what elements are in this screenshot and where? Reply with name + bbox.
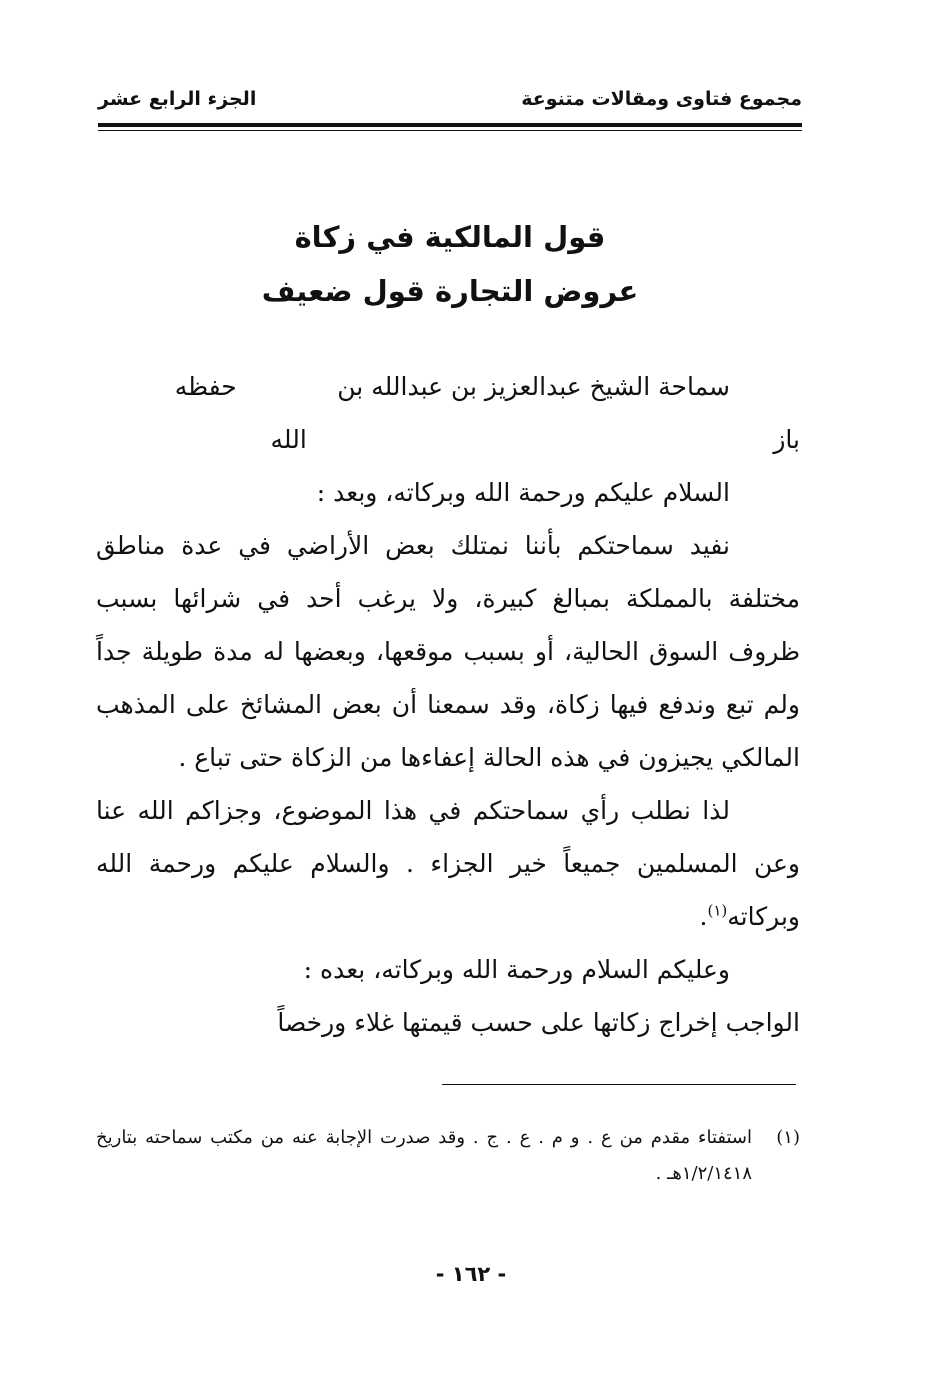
- request-text: لذا نطلب رأي سماحتكم في هذا الموضوع، وجزاكم الله عنا وعن المسلمين جميعاً خير الجزاء . والسلام عليكم ورحمة الله وبركاته: [96, 796, 800, 931]
- request-period: .: [699, 902, 708, 931]
- footnote-separator: [442, 1084, 796, 1085]
- answer-opening: وعليكم السلام ورحمة الله وبركاته، بعده :: [303, 955, 730, 984]
- letter-addressee: سماحة الشيخ عبدالعزيز بن عبدالله بن باز: [337, 372, 800, 454]
- header-rule: [98, 123, 802, 127]
- letter-greeting: السلام عليكم ورحمة الله وبركاته، وبعد :: [316, 478, 730, 507]
- page-number: - ١٦٢ -: [435, 1262, 507, 1286]
- body-text: [96, 360, 800, 1049]
- footnote: [96, 1120, 800, 1192]
- letter-addressee-line: [96, 360, 800, 466]
- book-title: مجموع فتاوى ومقالات متنوعة: [521, 88, 802, 110]
- article-title: [98, 210, 802, 318]
- letter-honorific: حفظه الله: [174, 372, 307, 454]
- running-header: [98, 88, 802, 122]
- header-rule-thin: [98, 130, 802, 131]
- footnote-marker: (١): [776, 1127, 800, 1148]
- question-paragraph: نفيد سماحتكم بأننا نمتلك بعض الأراضي في عدة مناطق مختلفة بالمملكة بمبالغ كبيرة، ولا يرغب أحد في شرائها بسبب ظروف السوق الحالية، أو بسبب موقعها، وبعضها له مدة طويلة جداً ولم تبع وندفع فيها زكاة، وقد سمعنا أن بعض المشائخ على المذهب المالكي يجيزون في هذه الحالة إعفاءها من الزكاة حتى تباع .: [96, 531, 800, 772]
- answer-text: الواجب إخراج زكاتها على حسب قيمتها غلاء ورخصاً: [277, 1008, 800, 1037]
- footnote-reference: (١): [707, 901, 728, 920]
- article-title-line-2: عروض التجارة قول ضعيف: [261, 274, 639, 308]
- footnote-item: [96, 1120, 800, 1192]
- volume-label: الجزء الرابع عشر: [98, 88, 257, 110]
- footnote-text: استفتاء مقدم من ع . و م . ع . ج . وقد صدرت الإجابة عنه من مكتب سماحته بتاريخ ١/٢/١٤١٨هـ .: [96, 1127, 752, 1184]
- request-paragraph: [96, 784, 800, 943]
- article-title-line-1: قول المالكية في زكاة: [294, 220, 606, 254]
